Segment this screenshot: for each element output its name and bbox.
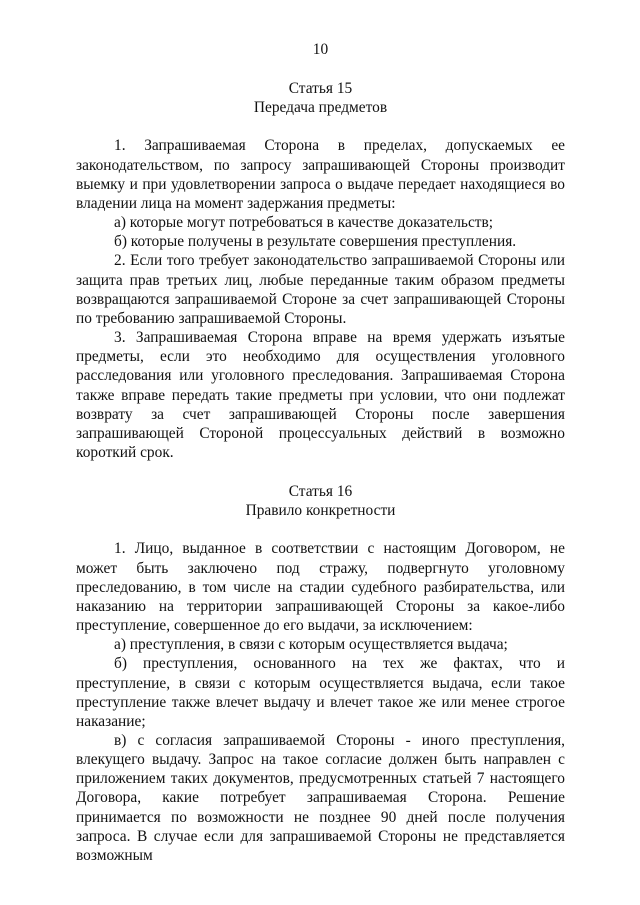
article-15-para-2: 2. Если того требует законодательство запрашиваемой Стороны или защита прав третьих лиц, любые переданные таким образом предметы возвращаются запрашиваемой Стороне за счет запрашивающей Стороны по требованию запрашиваемой Стороны.	[76, 252, 565, 327]
article-16-item-c: в) с согласия запрашиваемой Стороны - иного преступления, влекущего выдачу. Запрос на такое согласие должен быть направлен с приложением таких документов, предусмотренных статьей 7 настоящего Договора, какие потребует запрашиваемая Сторона. Решение принимается по возможности не позднее 90 дней после получения запроса. В случае если для запрашиваемой Стороны не представляется возможным	[76, 732, 565, 864]
spacer	[76, 520, 565, 539]
article-16-item-b: б) преступления, основанного на тех же фактах, что и преступление, в связи с которым осуществляется выдача, если такое преступление также влечет выдачу и влечет такое же или менее строгое наказание;	[76, 655, 565, 730]
article-15	[76, 79, 565, 462]
spacer	[76, 117, 565, 136]
article-16	[76, 482, 565, 865]
article-15-para-1: 1. Запрашиваемая Сторона в пределах, допускаемых ее законодательством, по запросу запрашивающей Стороны производит выемку и при удовлетворении запроса о выдаче передает находящиеся во владении лица на момент задержания предметы:	[76, 137, 565, 212]
article-15-item-a: а) которые могут потребоваться в качестве доказательств;	[114, 214, 494, 232]
article-16-title: Правило конкретности	[245, 502, 396, 520]
article-16-para-1: 1. Лицо, выданное в соответствии с настоящим Договором, не может быть заключено под стражу, подвергнуто уголовному преследованию, в том числе на стадии судебного разбирательства, или наказанию на территории запрашивающей Стороны за какое-либо преступление, совершенное до его выдачи, за исключением:	[76, 540, 565, 635]
page-number: 10	[312, 41, 329, 58]
article-16-number: Статья 16	[288, 483, 353, 501]
article-15-title: Передача предметов	[253, 99, 388, 117]
article-15-number: Статья 15	[288, 80, 353, 98]
article-15-item-b: б) которые получены в результате совершения преступления.	[114, 233, 517, 251]
article-16-item-a: а) преступления, в связи с которым осуществляется выдача;	[114, 636, 508, 654]
article-15-para-3: 3. Запрашиваемая Сторона вправе на время удержать изъятые предметы, если это необходимо для осуществления уголовного расследования или уголовного преследования. Запрашиваемая Сторона также вправе передать такие предметы при условии, что они подлежат возврату за счет запрашивающей Стороны после завершения запрашивающей Стороной процессуальных действий в возможно короткий срок.	[76, 329, 565, 461]
document-page	[76, 40, 565, 865]
